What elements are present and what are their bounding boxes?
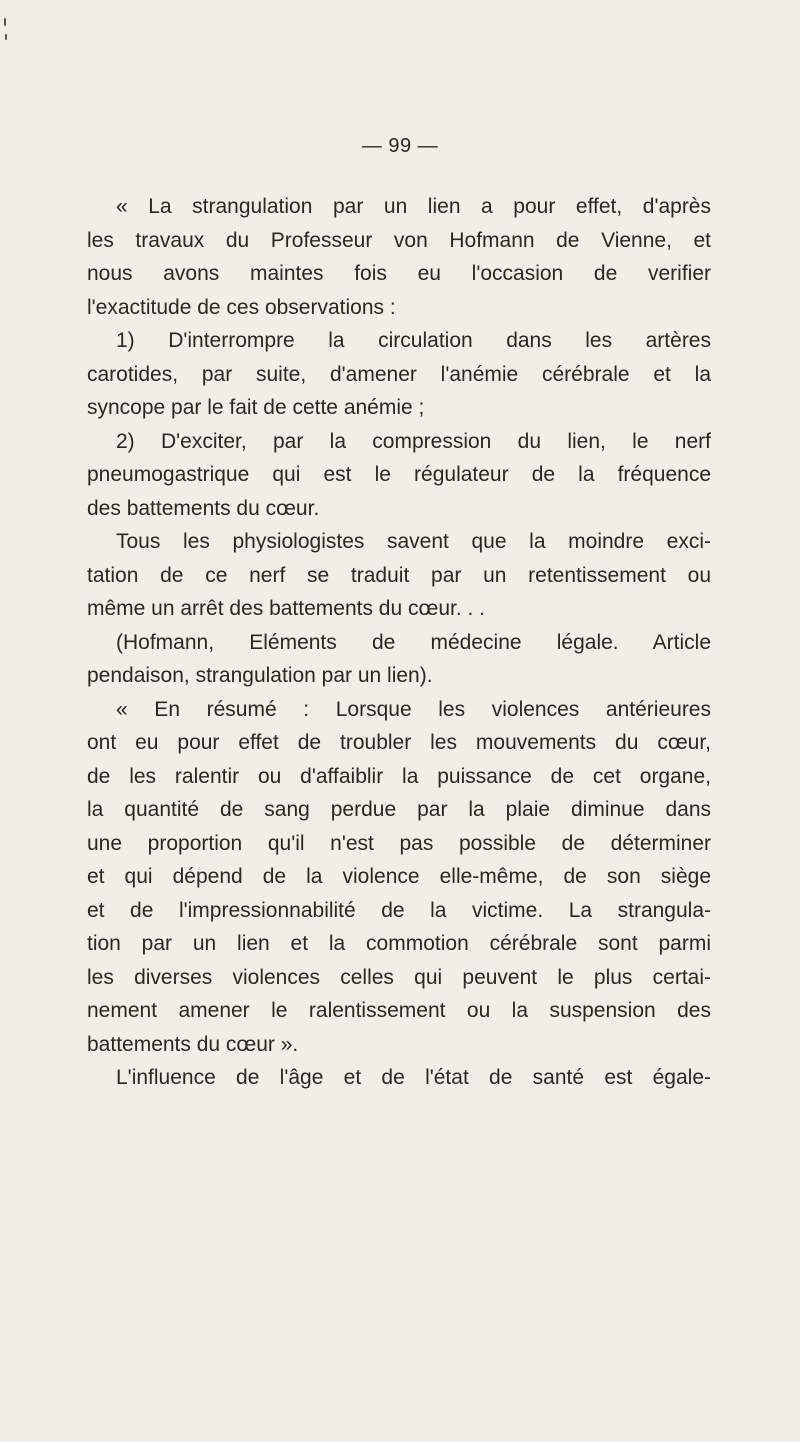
text-line: une proportion qu'il n'est pas possible de déterminer xyxy=(87,831,711,855)
text-line: pneumogastrique qui est le régulateur de la fréquence xyxy=(87,463,711,486)
text-line: 2) D'exciter, par la compression du lien, le nerf xyxy=(116,429,711,453)
text-line: la quantité de sang perdue par la plaie diminue dans xyxy=(87,798,711,821)
text-line: nous avons maintes fois eu l'occasion de verifier xyxy=(87,262,711,285)
text-line: nement amener le ralentissement ou la suspension des xyxy=(87,999,711,1022)
body-text xyxy=(87,190,711,1095)
text-line: carotides, par suite, d'amener l'anémie cérébrale et la xyxy=(87,362,711,386)
text-line: et qui dépend de la violence elle-même, de son siège xyxy=(87,865,711,888)
text-line: des battements du cœur. xyxy=(87,496,320,520)
text-line: « En résumé : Lorsque les violences antérieures xyxy=(116,697,711,721)
text-line: « La strangulation par un lien a pour effet, d'après xyxy=(116,195,711,218)
print-speck xyxy=(4,18,6,26)
text-line: tation de ce nerf se traduit par un retentissement ou xyxy=(87,563,711,587)
text-line: L'influence de l'âge et de l'état de santé est égale- xyxy=(116,1066,711,1089)
text-line: les travaux du Professeur von Hofmann de Vienne, et xyxy=(87,228,711,252)
text-line: les diverses violences celles qui peuvent le plus certai- xyxy=(87,965,711,989)
text-line: 1) D'interrompre la circulation dans les artères xyxy=(116,329,711,352)
text-line: tion par un lien et la commotion cérébrale sont parmi xyxy=(87,932,711,955)
text-line: pendaison, strangulation par un lien). xyxy=(87,664,433,687)
text-line: syncope par le fait de cette anémie ; xyxy=(87,396,425,419)
page-number: — 99 — xyxy=(361,135,439,157)
text-line: Tous les physiologistes savent que la moindre exci- xyxy=(116,530,711,553)
text-line: (Hofmann, Eléments de médecine légale. Article xyxy=(116,630,711,654)
text-line: même un arrêt des battements du cœur. . . xyxy=(87,597,486,620)
text-line: ont eu pour effet de troubler les mouvements du cœur, xyxy=(87,731,711,754)
text-line: de les ralentir ou d'affaiblir la puissance de cet organe, xyxy=(87,764,711,788)
text-line: l'exactitude de ces observations : xyxy=(87,295,396,319)
print-speck xyxy=(5,34,7,40)
text-line: battements du cœur ». xyxy=(87,1032,299,1056)
text-line: et de l'impressionnabilité de la victime. La strangula- xyxy=(87,898,711,922)
